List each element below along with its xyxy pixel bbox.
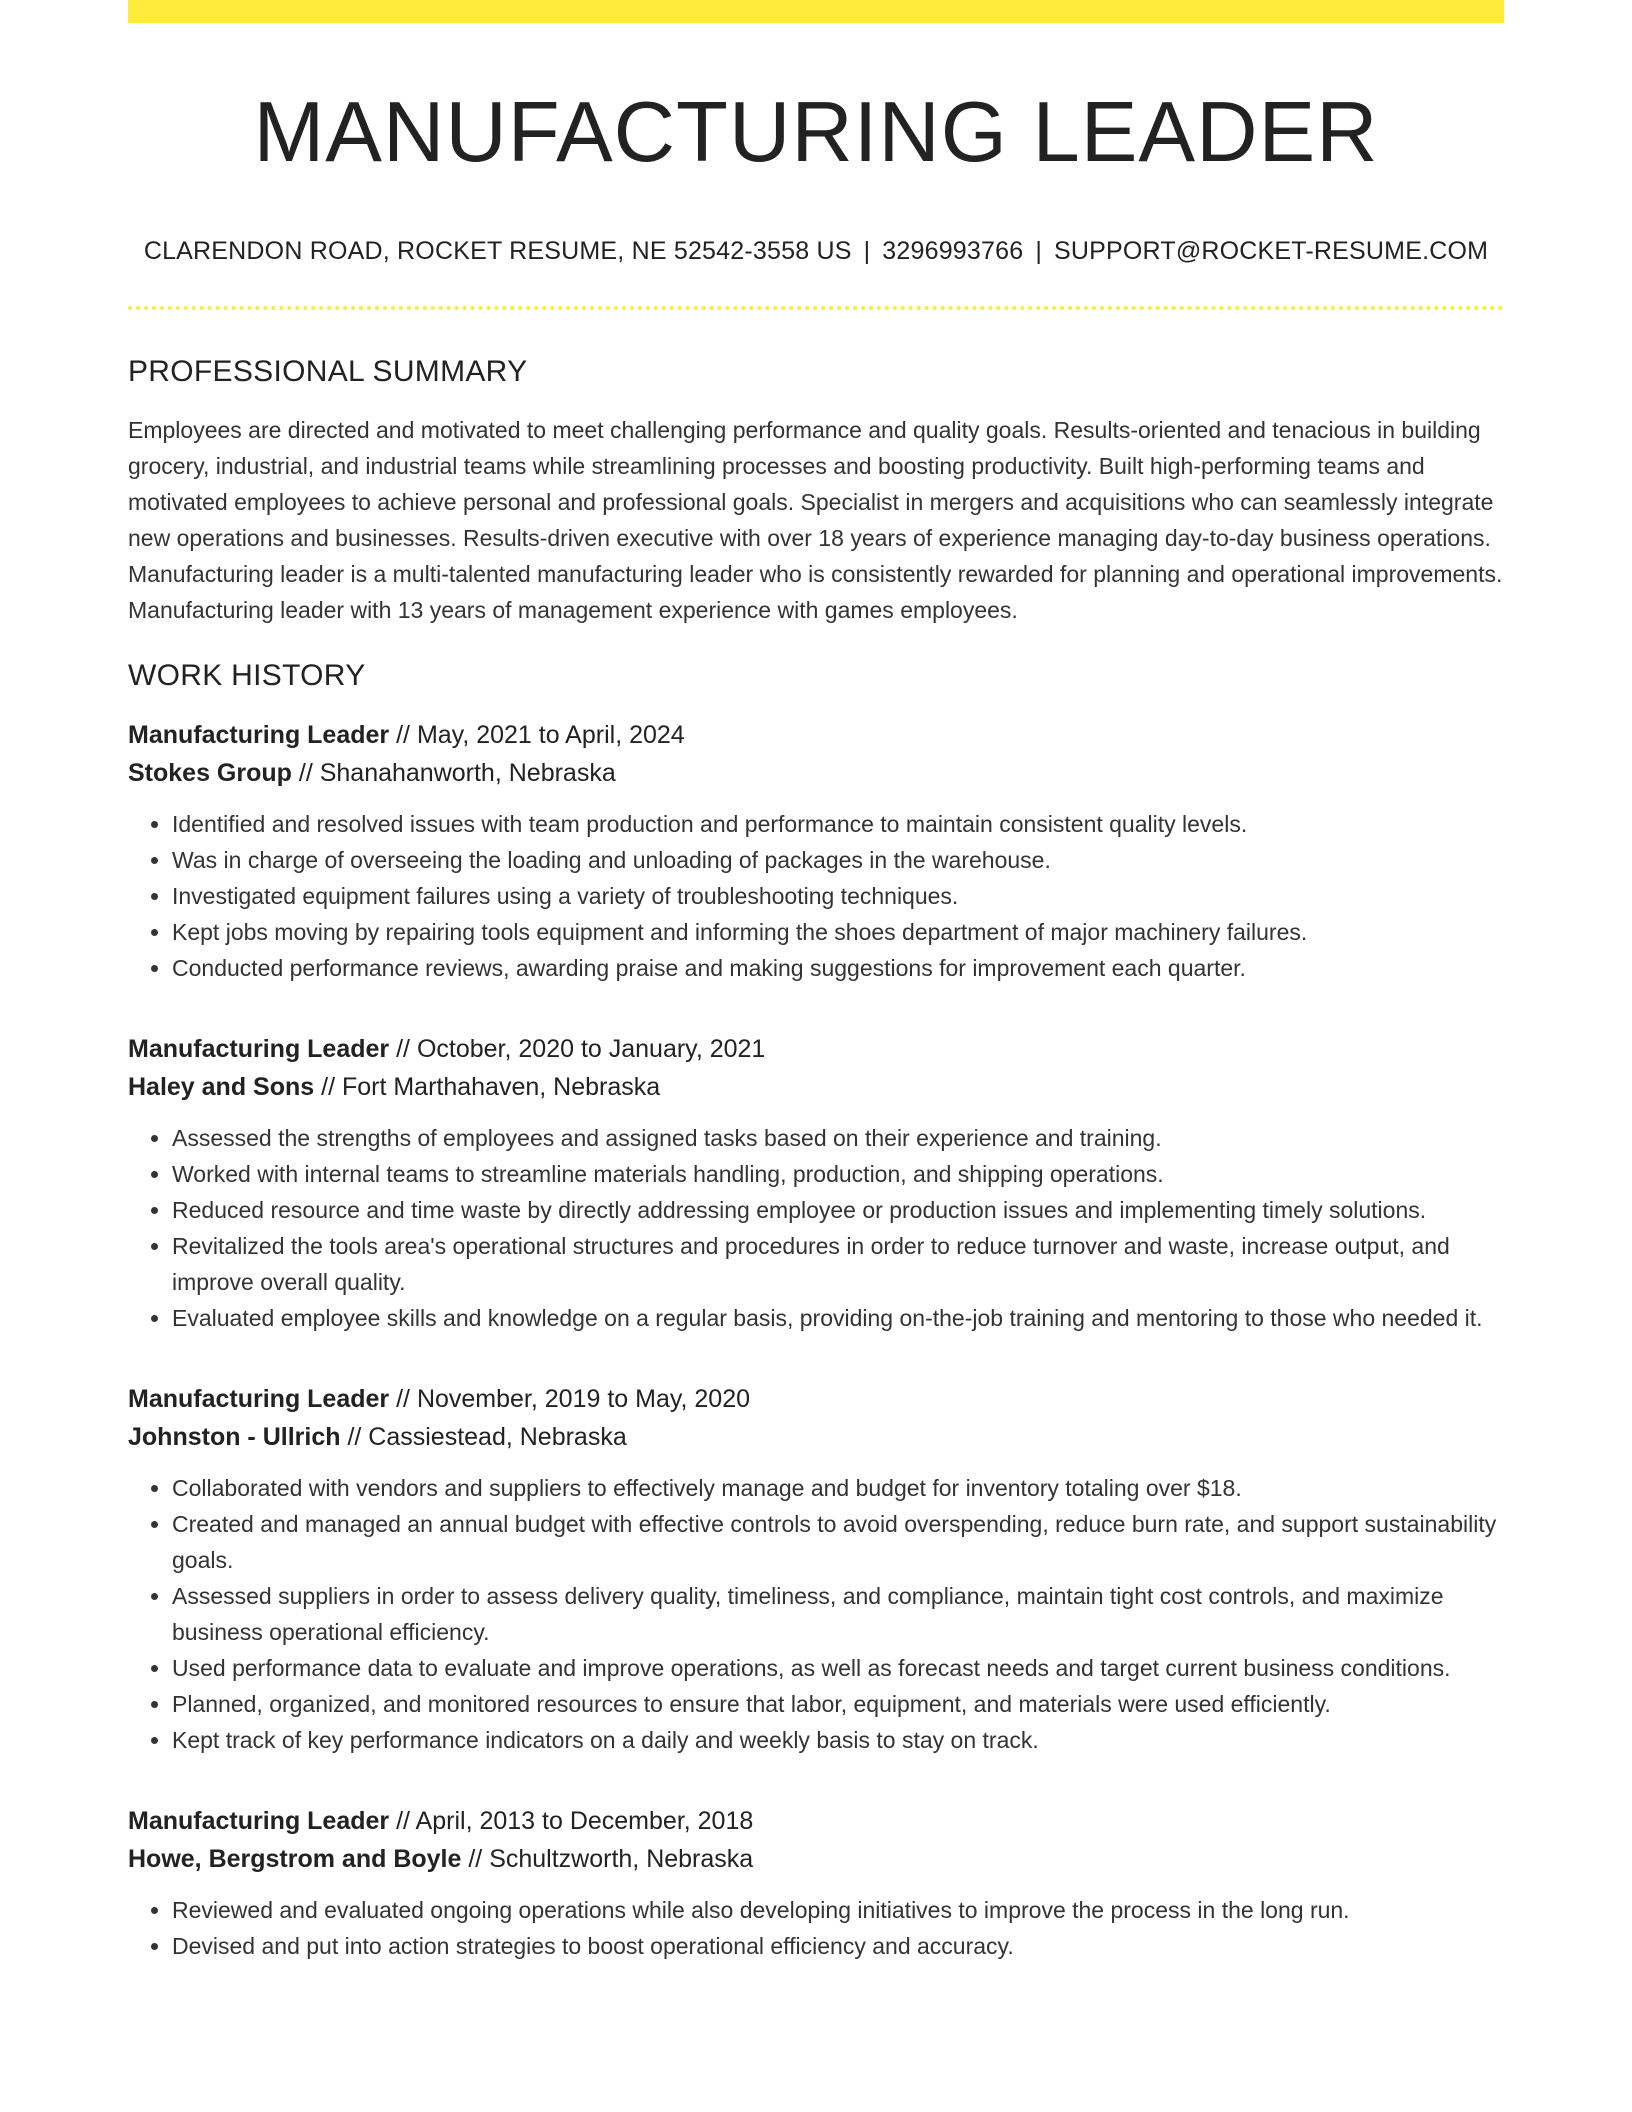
job-bullet: • Evaluated employee skills and knowledge on a regular basis, providing on-the-job training and mentoring to those who needed it. <box>172 1300 1504 1336</box>
contact-separator: | <box>1035 237 1043 265</box>
contact-phone: 3296993766 <box>882 237 1024 265</box>
job-bullets <box>128 806 1504 986</box>
job-company-line <box>128 1840 1504 1878</box>
job-bullet: • Assessed the strengths of employees and assigned tasks based on their experience and training. <box>172 1120 1504 1156</box>
job-title-line <box>128 1030 1504 1068</box>
job-bullet: • Collaborated with vendors and suppliers to effectively manage and budget for inventory totaling over $18. <box>172 1470 1504 1506</box>
job-company-line <box>128 1068 1504 1106</box>
job-role: Manufacturing Leader <box>128 721 390 749</box>
job-bullets <box>128 1120 1504 1336</box>
contact-separator: | <box>863 237 871 265</box>
contact-line <box>128 236 1504 266</box>
job-role: Manufacturing Leader <box>128 1035 390 1063</box>
resume-name: MANUFACTURING LEADER <box>253 85 1379 180</box>
job-location: // Cassiestead, Nebraska <box>340 1423 627 1451</box>
job-dates: // April, 2013 to December, 2018 <box>389 1807 754 1835</box>
job-bullets <box>128 1892 1504 1964</box>
job-bullet: • Kept track of key performance indicators on a daily and weekly basis to stay on track. <box>172 1722 1504 1758</box>
job-bullet: • Revitalized the tools area's operational structures and procedures in order to reduce turnover and waste, increase output, and improve overall quality. <box>172 1228 1504 1300</box>
job-company: Howe, Bergstrom and Boyle <box>128 1845 462 1873</box>
job-title-line <box>128 1380 1504 1418</box>
contact-address: CLARENDON ROAD, ROCKET RESUME, NE 52542-3558 US <box>143 237 852 265</box>
job-company-line <box>128 1418 1504 1456</box>
work-history-list <box>128 716 1504 1964</box>
job-bullet: • Kept jobs moving by repairing tools equipment and informing the shoes department of major machinery failures. <box>172 914 1504 950</box>
job-bullet: • Worked with internal teams to streamline materials handling, production, and shipping operations. <box>172 1156 1504 1192</box>
job-entry <box>128 716 1504 986</box>
summary-heading: PROFESSIONAL SUMMARY <box>128 355 528 388</box>
job-bullet: • Assessed suppliers in order to assess delivery quality, timeliness, and compliance, maintain tight cost controls, and maximize business operational efficiency. <box>172 1578 1504 1650</box>
job-bullet: • Reduced resource and time waste by directly addressing employee or production issues and implementing timely solutions. <box>172 1192 1504 1228</box>
job-bullet: • Conducted performance reviews, awarding praise and making suggestions for improvement each quarter. <box>172 950 1504 986</box>
job-location: // Shanahanworth, Nebraska <box>291 759 616 787</box>
job-dates: // May, 2021 to April, 2024 <box>389 721 685 749</box>
job-bullet: • Investigated equipment failures using a variety of troubleshooting techniques. <box>172 878 1504 914</box>
job-dates: // October, 2020 to January, 2021 <box>389 1035 766 1063</box>
job-location: // Fort Marthahaven, Nebraska <box>314 1073 661 1101</box>
job-entry <box>128 1030 1504 1336</box>
job-bullet: • Was in charge of overseeing the loading and unloading of packages in the warehouse. <box>172 842 1504 878</box>
job-company: Haley and Sons <box>128 1073 315 1101</box>
job-bullet: • Planned, organized, and monitored resources to ensure that labor, equipment, and materials were used efficiently. <box>172 1686 1504 1722</box>
job-bullet: • Reviewed and evaluated ongoing operations while also developing initiatives to improve the process in the long run. <box>172 1892 1504 1928</box>
resume-page <box>128 0 1504 1964</box>
job-title-line <box>128 1802 1504 1840</box>
job-role: Manufacturing Leader <box>128 1807 390 1835</box>
job-bullet: • Created and managed an annual budget with effective controls to avoid overspending, reduce burn rate, and support sustainability goals. <box>172 1506 1504 1578</box>
job-bullet: • Devised and put into action strategies to boost operational efficiency and accuracy. <box>172 1928 1504 1964</box>
job-bullet: • Identified and resolved issues with team production and performance to maintain consistent quality levels. <box>172 806 1504 842</box>
dotted-divider <box>128 306 1504 310</box>
accent-bar <box>128 0 1504 23</box>
job-location: // Schultzworth, Nebraska <box>461 1845 754 1873</box>
work-history-heading: WORK HISTORY <box>128 659 366 692</box>
job-company: Stokes Group <box>128 759 292 787</box>
job-role: Manufacturing Leader <box>128 1385 390 1413</box>
job-company: Johnston - Ullrich <box>128 1423 341 1451</box>
job-title-line <box>128 716 1504 754</box>
job-company-line <box>128 754 1504 792</box>
contact-email: SUPPORT@ROCKET-RESUME.COM <box>1054 237 1489 265</box>
job-dates: // November, 2019 to May, 2020 <box>389 1385 751 1413</box>
job-entry <box>128 1380 1504 1758</box>
job-bullets <box>128 1470 1504 1758</box>
job-entry <box>128 1802 1504 1964</box>
job-bullet: • Used performance data to evaluate and improve operations, as well as forecast needs and target current business conditions. <box>172 1650 1504 1686</box>
summary-text: Employees are directed and motivated to meet challenging performance and quality goals. Results-oriented and tenacious in building grocery, industrial, and industrial teams while streamlining processes and boosting productivity. Built high-performing teams and motivated employees to achieve personal and professional goals. Specialist in mergers and acquisitions who can seamlessly integrate new operations and businesses. Results-driven executive with over 18 years of experience managing day-to-day business operations. Manufacturing leader is a multi-talented manufacturing leader who is consistently rewarded for planning and operational improvements. Manufacturing leader with 13 years of management experience with games employees. <box>128 417 1503 623</box>
